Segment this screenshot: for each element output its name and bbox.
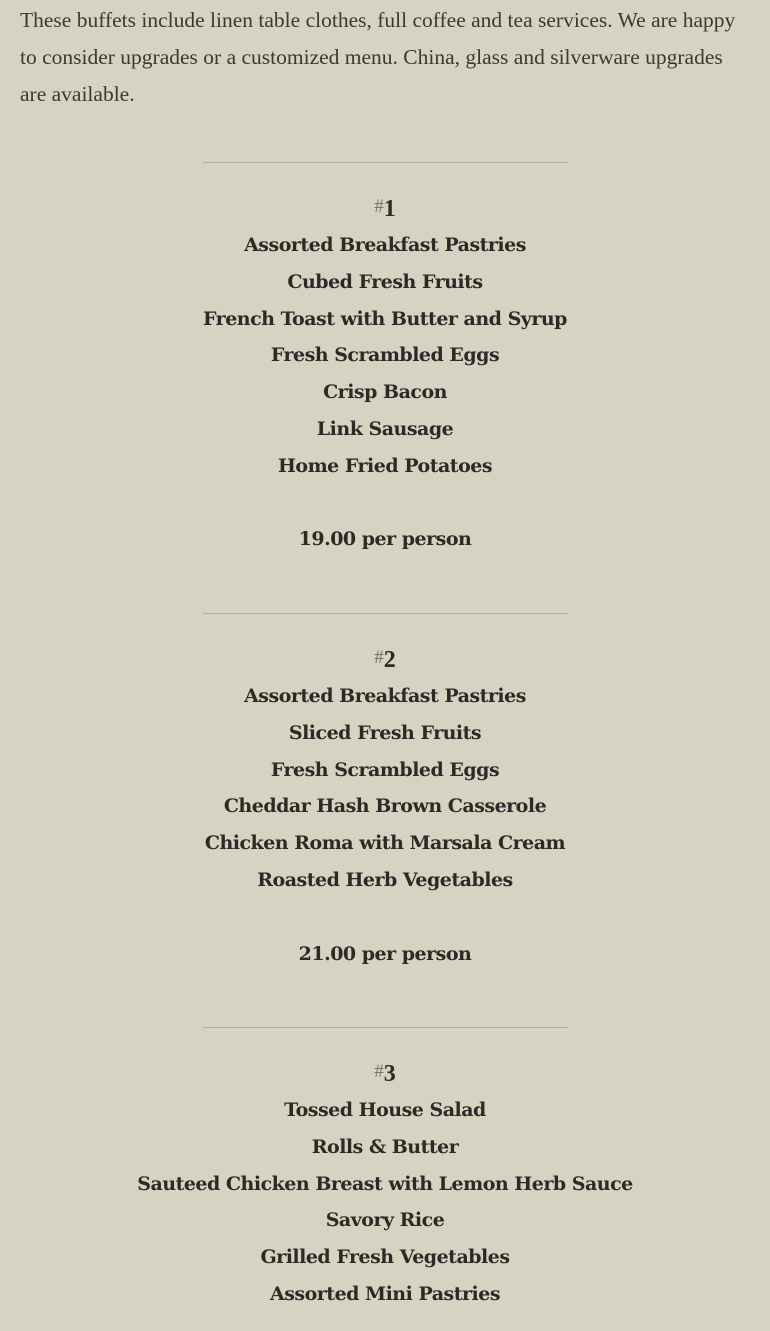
intro-paragraph: These buffets include linen table clothes, full coffee and tea services. We are happy to consider upgrades or a customized menu. China, glass and silverware upgrades are available.: [20, 8, 736, 106]
menu-item: Sauteed Chicken Breast with Lemon Herb Sauce: [137, 1172, 633, 1195]
buffet-menu-2: [0, 642, 770, 972]
menu-item: Sliced Fresh Fruits: [288, 721, 482, 744]
menu-item: Chicken Roma with Marsala Cream: [204, 832, 566, 855]
menu-number-hash: #: [374, 647, 384, 668]
menu-price: 19.00 per person: [298, 528, 472, 551]
menu-item: Cheddar Hash Brown Casserole: [223, 795, 547, 818]
menu-items: [0, 1092, 770, 1313]
menu-item: Tossed House Salad: [284, 1099, 486, 1121]
menu-item: Assorted Breakfast Pastries: [244, 234, 526, 256]
menu-item: Link Sausage: [316, 417, 454, 440]
menu-item: Cubed Fresh Fruits: [287, 270, 483, 293]
menu-item: Assorted Breakfast Pastries: [244, 685, 526, 707]
menu-number: [0, 191, 770, 227]
menu-number-hash: #: [374, 196, 384, 217]
menu-item: Assorted Mini Pastries: [269, 1282, 501, 1305]
buffet-menu-3: [0, 1056, 770, 1313]
menu-number-value: 3: [383, 1061, 396, 1087]
menu-item: Grilled Fresh Vegetables: [260, 1246, 510, 1269]
divider: [203, 1027, 568, 1028]
menu-number: [0, 642, 770, 678]
menu-item: Crisp Bacon: [323, 381, 447, 404]
menu-item: Home Fried Potatoes: [277, 454, 493, 477]
menu-items: [0, 227, 770, 485]
menu-price: 21.00 per person: [298, 942, 472, 965]
menu-item: Fresh Scrambled Eggs: [270, 758, 500, 781]
menu-item: Savory Rice: [325, 1209, 445, 1232]
menu-number: [0, 1056, 770, 1092]
menu-number-value: 2: [383, 647, 396, 673]
menu-item: Fresh Scrambled Eggs: [270, 344, 500, 367]
menu-items: [0, 678, 770, 899]
menu-item: Roasted Herb Vegetables: [257, 868, 513, 891]
menu-item: French Toast with Butter and Syrup: [203, 307, 567, 330]
divider: [203, 613, 568, 614]
menu-item: Rolls & Butter: [311, 1135, 459, 1158]
menu-number-hash: #: [374, 1061, 384, 1082]
divider: [203, 162, 568, 163]
menu-number-value: 1: [383, 196, 396, 222]
buffet-menu-1: [0, 191, 770, 558]
